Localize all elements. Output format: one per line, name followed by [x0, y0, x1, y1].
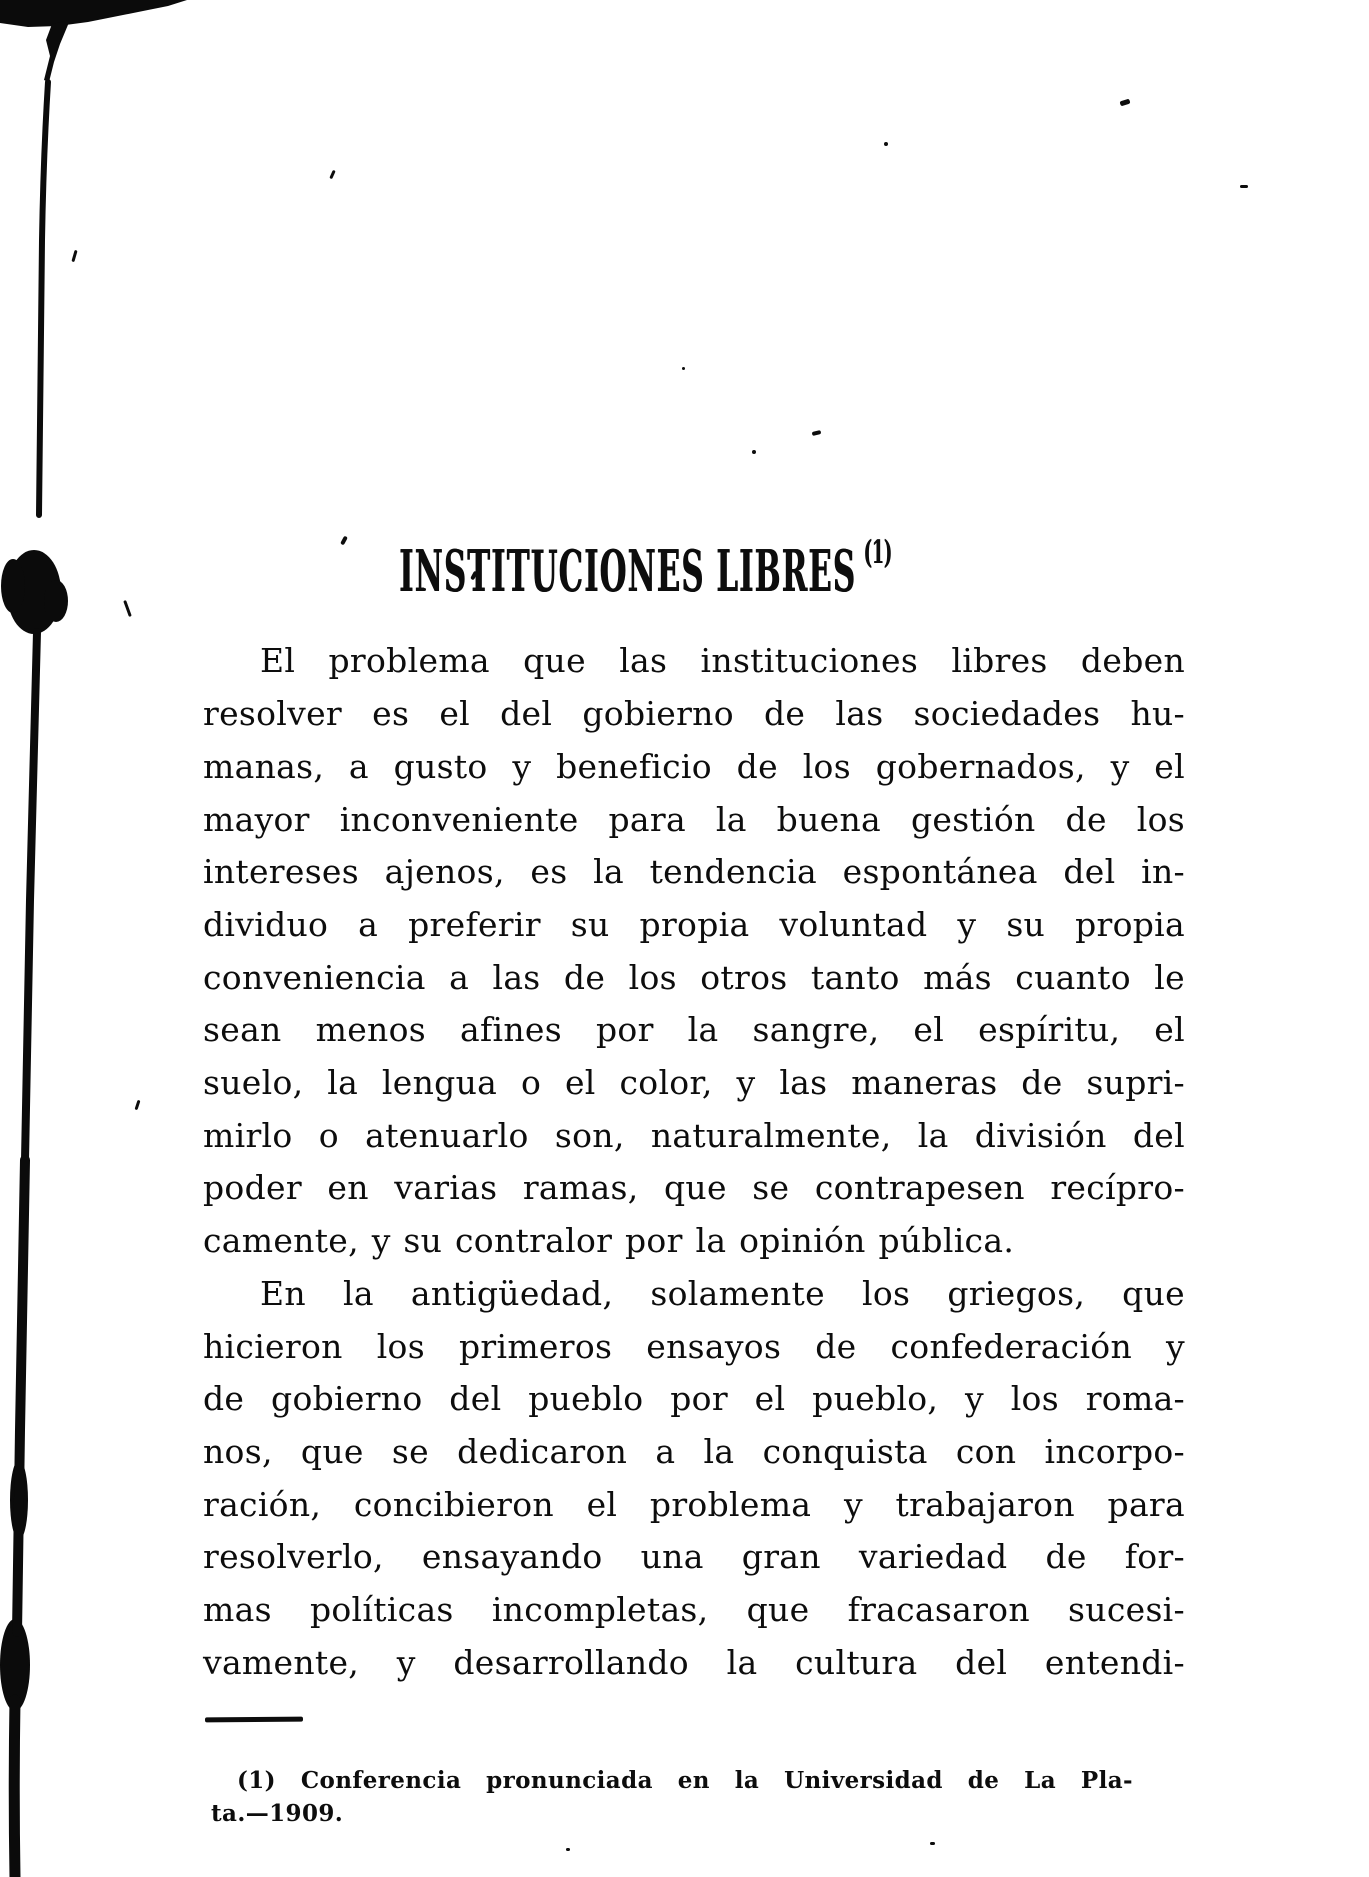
text-line: manas, a gusto y beneficio de los gobernados, y el — [203, 746, 1185, 786]
text-line: intereses ajenos, es la tendencia espontánea del in- — [203, 852, 1185, 892]
scan-speck — [884, 142, 888, 146]
gutter-line-2 — [25, 632, 37, 1160]
footnote-rule — [205, 1716, 303, 1722]
footnote-line: ta.—1909. — [211, 1799, 344, 1827]
text-line: de gobierno del pueblo por el pueblo, y los roma- — [203, 1379, 1185, 1419]
text-line: En la antigüedad, solamente los griegos, que — [260, 1273, 1185, 1313]
text-line: mas políticas incompletas, que fracasaron sucesi- — [203, 1590, 1185, 1630]
ink-bulge-mid — [10, 1460, 28, 1540]
title-footnote-marker: (1) — [863, 533, 892, 572]
text-line: resolverlo, ensayando una gran variedad de for- — [203, 1537, 1185, 1577]
gutter-line-1 — [39, 82, 48, 515]
scan-speck — [329, 170, 335, 179]
text-line: ración, concibieron el problema y trabajaron para — [203, 1484, 1185, 1524]
scan-speck — [930, 1842, 935, 1845]
paragraph-2 — [203, 1268, 1185, 1690]
scan-speck — [123, 600, 132, 617]
text-line: poder en varias ramas, que se contrapesen recípro- — [203, 1168, 1185, 1208]
text-line: resolver es el del gobierno de las sociedades hu- — [203, 694, 1185, 734]
text-line: mirlo o atenuarlo son, naturalmente, la división del — [203, 1115, 1185, 1155]
text-line: camente, y su contralor por la opinión pública. — [203, 1221, 1015, 1261]
page-content — [203, 498, 1185, 1830]
ink-blob-right — [44, 580, 68, 622]
footnote-text — [203, 1764, 1133, 1830]
title-text-wrap — [399, 519, 892, 605]
top-ink-funnel — [44, 20, 70, 82]
gutter-line-4 — [14, 1700, 15, 1877]
scan-speck — [566, 1848, 570, 1851]
text-line: sean menos afines por la sangre, el espíritu, el — [203, 1010, 1185, 1050]
ink-blob-left — [1, 559, 25, 613]
scan-speck — [135, 1100, 141, 1110]
ink-bulge-bottom — [0, 1619, 30, 1711]
text-line: vamente, y desarrollando la cultura del entendi- — [203, 1642, 1185, 1682]
text-line: nos, que se dedicaron a la conquista con incorpo- — [203, 1431, 1185, 1471]
text-line: mayor inconveniente para la buena gestión de los — [203, 799, 1185, 839]
ink-blob-large — [7, 550, 61, 634]
gutter-line-3 — [17, 1160, 25, 1632]
page-title — [203, 519, 1185, 606]
top-ink-band — [0, 0, 187, 27]
text-line: suelo, la lengua o el color, y las maneras de supri- — [203, 1063, 1185, 1103]
scan-speck — [752, 450, 756, 454]
scan-speck — [71, 250, 77, 262]
scan-speck — [1240, 185, 1248, 188]
footnote — [203, 1717, 1185, 1830]
text-line: El problema que las instituciones libres deben — [260, 641, 1185, 681]
title-text: INSTITUCIONES LIBRES — [399, 538, 856, 606]
scan-speck — [1119, 99, 1130, 107]
text-line: dividuo a preferir su propia voluntad y su propia — [203, 904, 1185, 944]
text-line: hicieron los primeros ensayos de confederación y — [203, 1326, 1185, 1366]
binding-gutter-artifact — [0, 0, 190, 1877]
text-line: conveniencia a las de los otros tanto más cuanto le — [203, 957, 1185, 997]
footnote-line: (1) Conferencia pronunciada en la Universidad de La Pla- — [237, 1766, 1133, 1794]
paragraph-1 — [203, 635, 1185, 1267]
scan-speck — [682, 367, 685, 370]
scan-speck — [812, 430, 822, 436]
